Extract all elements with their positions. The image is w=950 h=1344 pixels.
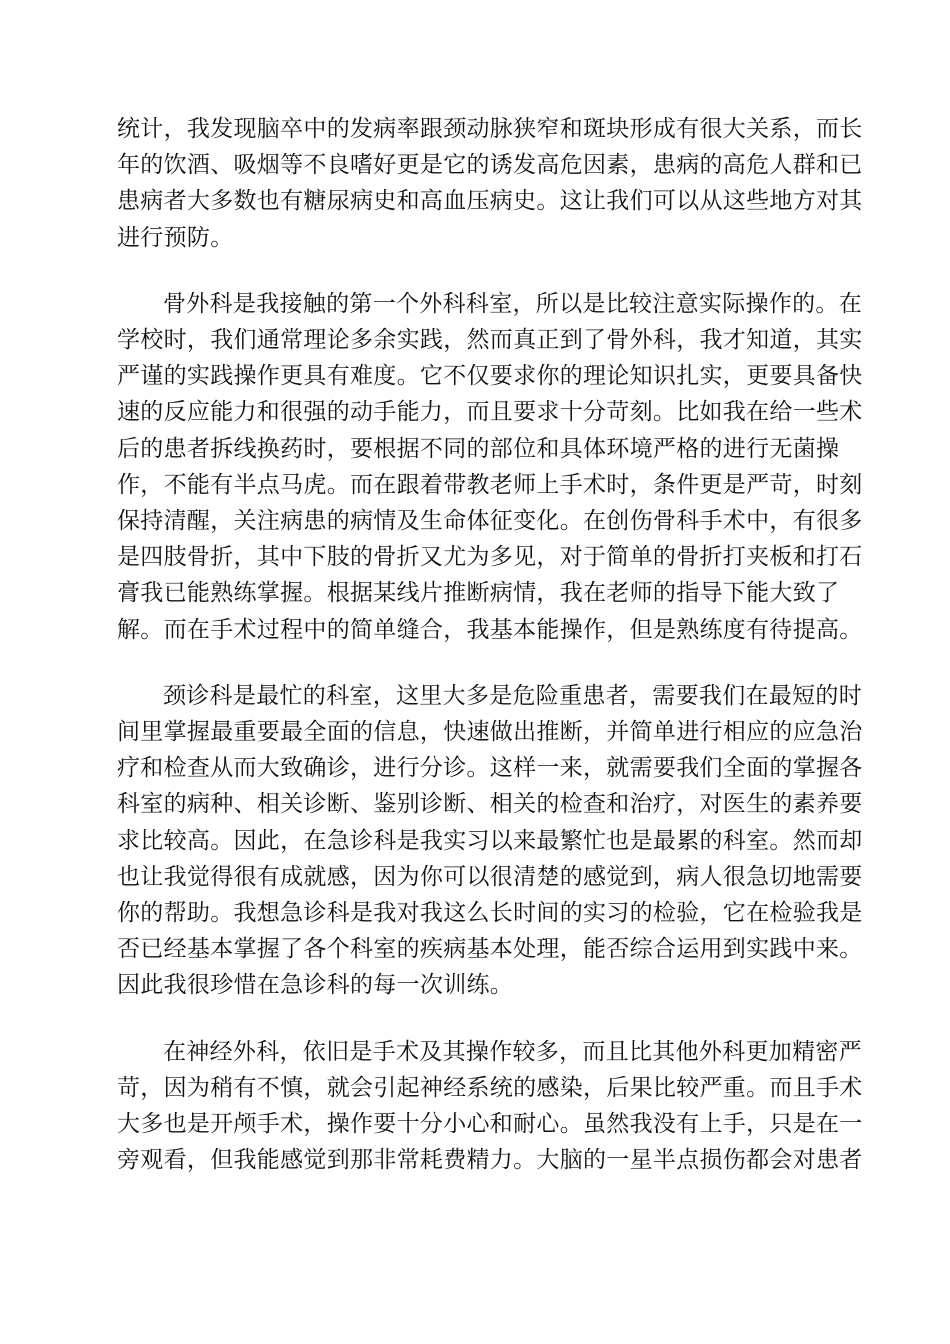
text-line: 患病者大多数也有糖尿病史和高血压病史。这让我们可以从这些地方对其 bbox=[117, 188, 863, 215]
text-line: 科室的病种、相关诊断、鉴别诊断、相关的检查和治疗，对医生的素养要 bbox=[117, 791, 863, 818]
text-line: 否已经基本掌握了各个科室的疾病基本处理，能否综合运用到实践中来。 bbox=[117, 936, 863, 963]
text-line: 求比较高。因此，在急诊科是我实习以来最繁忙也是最累的科室。然而却 bbox=[117, 827, 863, 854]
paragraph-stroke-statistics bbox=[117, 111, 863, 256]
text-line: 进行预防。 bbox=[117, 224, 234, 251]
text-line: 你的帮助。我想急诊科是我对我这么长时间的实习的检验，它在检验我是 bbox=[117, 900, 863, 927]
text-line: 后的患者拆线换药时，要根据不同的部位和具体环境严格的进行无菌操 bbox=[117, 435, 840, 462]
text-line: 解。而在手术过程中的简单缝合，我基本能操作，但是熟练度有待提高。 bbox=[117, 616, 863, 643]
text-line: 速的反应能力和很强的动手能力，而且要求十分苛刻。比如我在给一些术 bbox=[117, 399, 863, 426]
text-line: 间里掌握最重要最全面的信息，快速做出推断，并简单进行相应的应急治 bbox=[117, 719, 863, 746]
text-line: 疗和检查从而大致确诊，进行分诊。这样一来，就需要我们全面的掌握各 bbox=[117, 755, 863, 782]
text-line: 也让我觉得很有成就感，因为你可以很清楚的感觉到，病人很急切地需要 bbox=[117, 863, 863, 890]
document-body bbox=[117, 111, 863, 1178]
text-line: 大多也是开颅手术，操作要十分小心和耐心。虽然我没有上手，只是在一 bbox=[117, 1111, 863, 1138]
text-line: 严谨的实践操作更具有难度。它不仅要求你的理论知识扎实，更要具备快 bbox=[117, 363, 863, 390]
text-line: 膏我已能熟练掌握。根据某线片推断病情，我在老师的指导下能大致了 bbox=[117, 580, 840, 607]
text-line: 旁观看，但我能感觉到那非常耗费精力。大脑的一星半点损伤都会对患者 bbox=[117, 1147, 863, 1174]
paragraph-emergency bbox=[117, 678, 863, 1004]
text-line: 因此我很珍惜在急诊科的每一次训练。 bbox=[117, 972, 514, 999]
paragraph-orthopedics bbox=[117, 286, 863, 648]
text-line: 学校时，我们通常理论多余实践，然而真正到了骨外科，我才知道，其实 bbox=[117, 327, 863, 354]
paragraph-neurosurgery bbox=[117, 1034, 863, 1179]
text-line: 作，不能有半点马虎。而在跟着带教老师上手术时，条件更是严苛，时刻 bbox=[117, 471, 863, 498]
text-line: 保持清醒，关注病患的病情及生命体征变化。在创伤骨科手术中，有很多 bbox=[117, 508, 863, 535]
text-line: 骨外科是我接触的第一个外科科室，所以是比较注意实际操作的。在 bbox=[163, 290, 862, 317]
text-line: 统计，我发现脑卒中的发病率跟颈动脉狭窄和斑块形成有很大关系，而长 bbox=[117, 116, 863, 142]
text-line: 在神经外科，依旧是手术及其操作较多，而且比其他外科更加精密严 bbox=[163, 1038, 862, 1065]
text-line: 苛，因为稍有不慎，就会引起神经系统的感染，后果比较严重。而且手术 bbox=[117, 1074, 863, 1101]
text-line: 是四肢骨折，其中下肢的骨折又尤为多见，对于简单的骨折打夹板和打石 bbox=[117, 544, 863, 571]
text-line: 年的饮酒、吸烟等不良嗜好更是它的诱发高危因素，患病的高危人群和已 bbox=[117, 152, 863, 179]
text-line: 颈诊科是最忙的科室，这里大多是危险重患者，需要我们在最短的时 bbox=[163, 682, 862, 709]
